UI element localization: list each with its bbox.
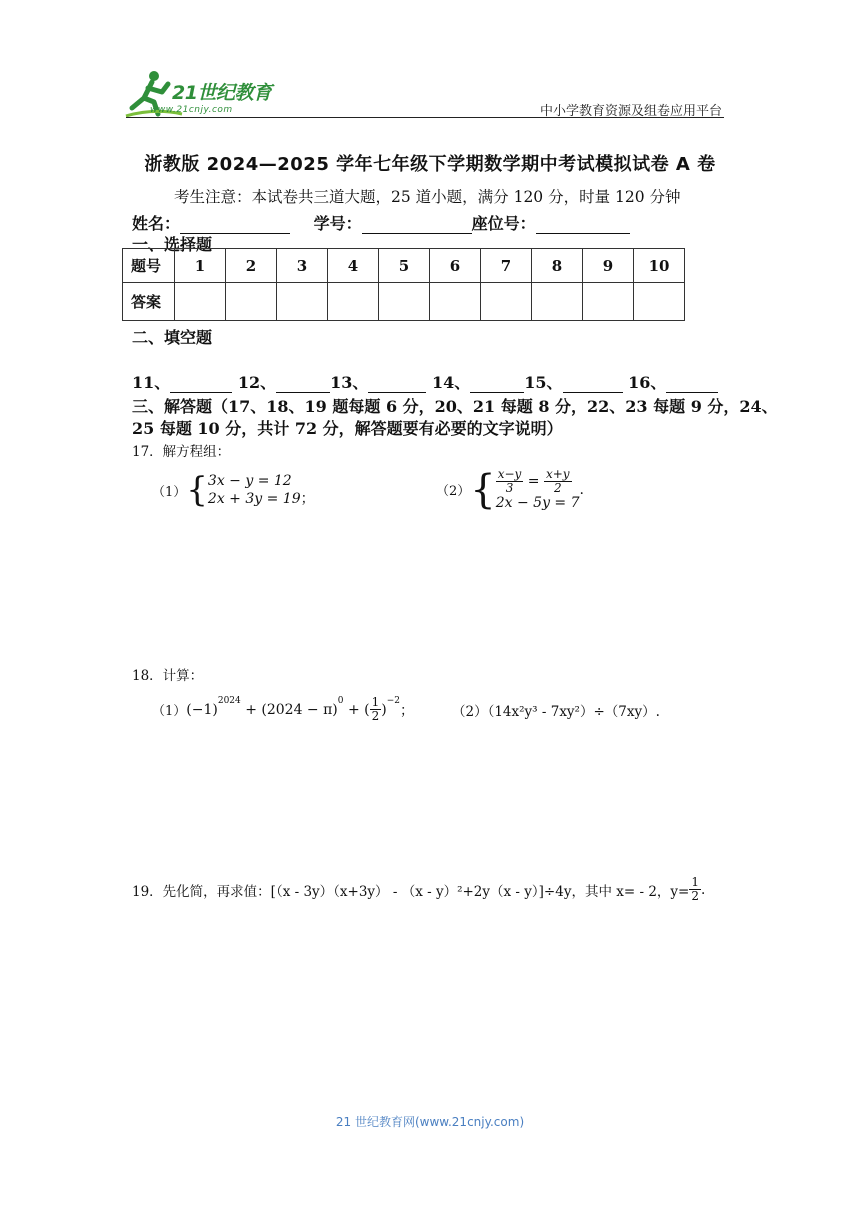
numerator: x−y	[497, 467, 522, 481]
q19-text: 19．先化简，再求值：[（x - 3y）（x+3y） - （x - y）²+2y（x - y）]÷4y，其中 x= - 2，y=	[132, 883, 690, 900]
q17-part1-system	[208, 472, 301, 508]
q19-end: .	[700, 881, 706, 898]
fill-blank[interactable]	[666, 376, 718, 393]
numerator: 1	[371, 695, 380, 709]
section-choice-heading: 一、选择题	[132, 235, 213, 254]
fraction	[544, 468, 572, 495]
fill-blank[interactable]	[470, 376, 524, 393]
q17-part2-label: （2）	[436, 484, 471, 500]
header-divider	[126, 117, 724, 118]
answer-cell[interactable]	[328, 283, 379, 321]
seat-label: 座位号：	[471, 214, 536, 233]
fill-blank[interactable]	[170, 376, 232, 393]
q18-part1	[152, 696, 414, 723]
q18-stem: 18．计算：	[132, 668, 204, 684]
question-number-cell: 6	[430, 249, 481, 283]
student-info	[132, 211, 630, 234]
answer-cell[interactable]	[175, 283, 226, 321]
row-label-answer: 答案	[123, 283, 175, 321]
answer-cell[interactable]	[532, 283, 583, 321]
fill-label: 16、	[628, 373, 667, 392]
seat-blank	[536, 217, 630, 234]
question-number-cell: 9	[583, 249, 634, 283]
fill-label: 13、	[330, 373, 369, 392]
section-solve-heading-line2: 25 每题 10 分，共计 72 分，解答题要有必要的文字说明）	[132, 419, 563, 438]
denominator: 2	[371, 709, 380, 724]
q17-part2-eq1	[496, 468, 580, 495]
question-number-cell: 4	[328, 249, 379, 283]
table-row	[123, 283, 685, 321]
expr-end: ；	[399, 702, 414, 719]
fraction	[370, 696, 382, 723]
fraction	[496, 468, 524, 495]
q17-part1-end: ；	[300, 491, 315, 507]
fraction	[689, 876, 701, 903]
fill-blank[interactable]	[276, 376, 330, 393]
denominator: 2	[553, 481, 562, 496]
question-number-cell: 3	[277, 249, 328, 283]
platform-label: 中小学教育资源及组卷应用平台	[539, 104, 722, 119]
expr: + (	[343, 701, 370, 718]
answer-table	[122, 248, 685, 321]
section-fill-heading: 二、填空题	[132, 328, 213, 347]
number-blank	[362, 217, 472, 234]
numerator: x+y	[545, 467, 570, 481]
denominator: 3	[505, 481, 514, 496]
fill-blank[interactable]	[368, 376, 426, 393]
q17-part1-label: （1）	[152, 484, 187, 500]
exponent: 2024	[217, 696, 241, 706]
site-logo	[124, 66, 294, 124]
fill-blanks-row	[132, 370, 718, 393]
q17-part1-eq1: 3x − y = 12	[207, 473, 292, 489]
number-label: 学号：	[313, 214, 362, 233]
denominator: 2	[691, 889, 699, 904]
table-row	[123, 249, 685, 283]
exponent: 0	[337, 696, 344, 706]
numerator: 1	[691, 875, 699, 889]
q17-part2	[436, 468, 584, 511]
q19	[132, 876, 705, 903]
q17-part2-system	[496, 468, 580, 511]
row-label-question: 题号	[123, 249, 175, 283]
q17-part2-eq2: 2x − 5y = 7	[495, 495, 580, 512]
q18-part1-label: （1）	[152, 704, 187, 720]
name-label: 姓名：	[132, 214, 181, 233]
fill-label: 15、	[524, 373, 563, 392]
expr: )	[381, 701, 387, 718]
q17-part1	[152, 472, 315, 508]
equals-sign: =	[527, 473, 540, 490]
logo-url: www.21cnjy.com	[150, 105, 233, 115]
question-number-cell: 7	[481, 249, 532, 283]
answer-cell[interactable]	[481, 283, 532, 321]
page-title: 浙教版 2024—2025 学年七年级下学期数学期中考试模拟试卷 A 卷	[144, 154, 716, 175]
expr: (−1)	[186, 701, 218, 718]
fill-label: 14、	[432, 373, 471, 392]
answer-cell[interactable]	[583, 283, 634, 321]
fill-label: 12、	[237, 373, 277, 392]
fill-blank[interactable]	[563, 376, 623, 393]
exam-notice: 考生注意：本试卷共三道大题，25 道小题，满分 120 分，时量 120 分钟	[174, 188, 681, 206]
question-number-cell: 10	[634, 249, 685, 283]
q17-part1-eq2: 2x + 3y = 19	[207, 491, 301, 507]
answer-cell[interactable]	[226, 283, 277, 321]
answer-cell[interactable]	[379, 283, 430, 321]
brace-icon: {	[186, 470, 208, 510]
footer-link[interactable]: 21 世纪教育网(www.21cnjy.com)	[335, 1115, 525, 1129]
question-number-cell: 2	[226, 249, 277, 283]
question-number-cell: 1	[175, 249, 226, 283]
expr: + (2024 − π)	[240, 701, 338, 718]
q18-part2: （2）（14x²y³ - 7xy²）÷（7xy）.	[452, 704, 660, 720]
brace-icon: {	[470, 466, 496, 513]
fill-label: 11、	[132, 373, 171, 392]
question-number-cell: 5	[379, 249, 430, 283]
section-solve-heading-line1: 三、解答题（17、18、19 题每题 6 分，20、21 每题 8 分，22、23 每题 9 分，24、	[132, 397, 778, 416]
logo-text: 21世纪教育	[172, 82, 272, 104]
answer-cell[interactable]	[277, 283, 328, 321]
question-number-cell: 8	[532, 249, 583, 283]
q17-part2-end: .	[579, 481, 584, 498]
answer-cell[interactable]	[430, 283, 481, 321]
exponent: −2	[386, 696, 400, 706]
q17-stem: 17．解方程组：	[132, 444, 231, 460]
answer-cell[interactable]	[634, 283, 685, 321]
